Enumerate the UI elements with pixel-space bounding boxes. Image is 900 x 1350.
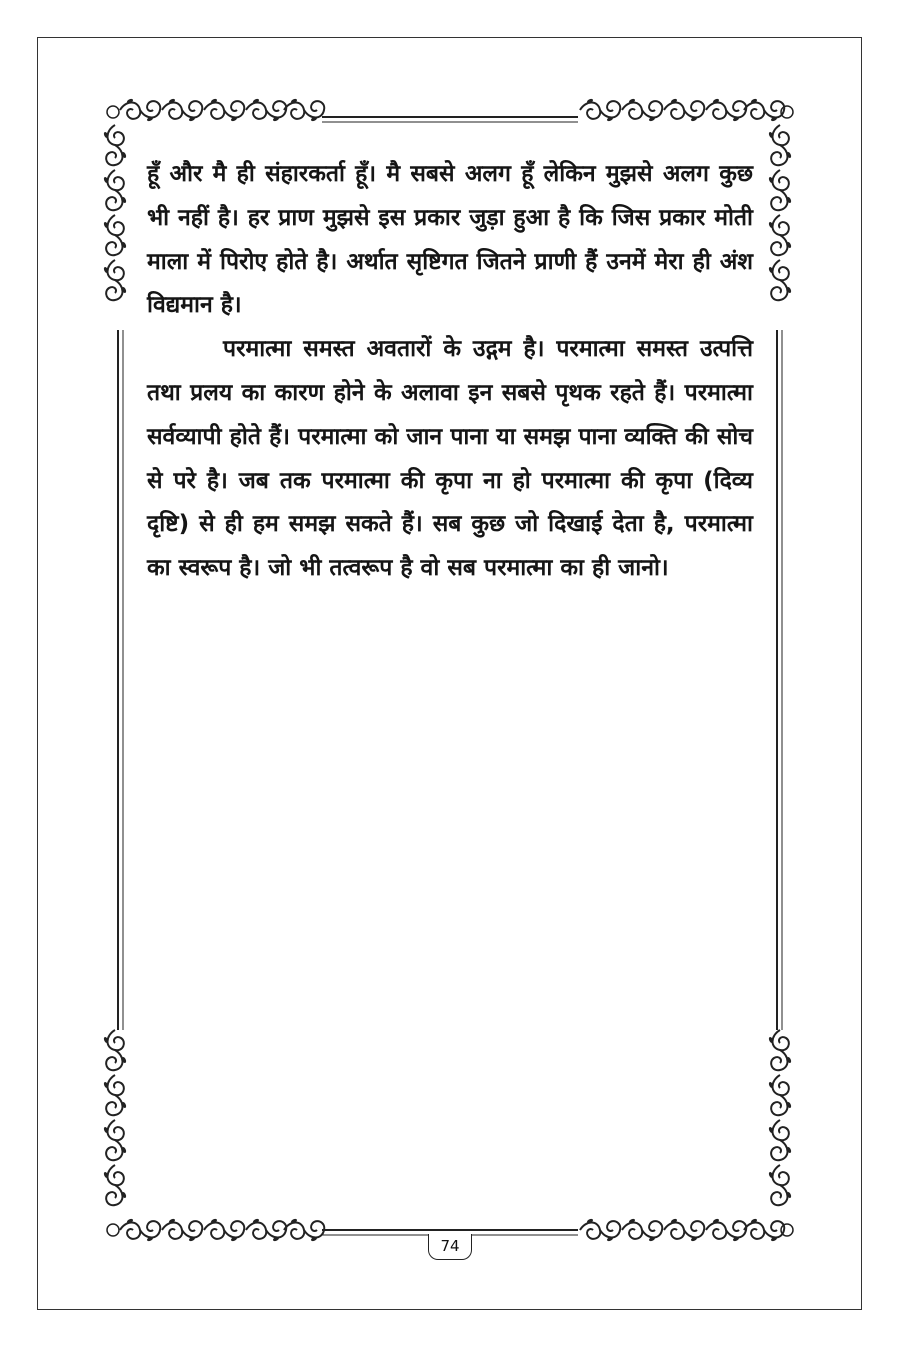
body-text — [147, 153, 753, 591]
paragraph-paramatma: परमात्मा समस्त अवतारों के उद्गम है। परमात्मा समस्त उत्पत्ति तथा प्रलय का कारण होने के अलावा इन सबसे पृथक रहते हैं। परमात्मा सर्वव्यापी होते हैं। परमात्मा को जान पाना या समझ पाना व्यक्ति की सोच से परे है। जब तक परमात्मा की कृपा ना हो परमात्मा की कृपा (दिव्य दृष्टि) से ही हम समझ सकते हैं। सब कुछ जो दिखाई देता है, परमात्मा का स्वरूप है। जो भी तत्वरूप है वो सब परमात्मा का ही जानो। — [147, 336, 753, 582]
top-border-ornament — [120, 98, 784, 122]
left-border-ornament — [103, 125, 127, 1205]
page-number: 74 — [428, 1234, 472, 1260]
right-border-ornament — [768, 125, 792, 1205]
paragraph-continuation: हूँ और मै ही संहारकर्ता हूँ। मै सबसे अलग हूँ लेकिन मुझसे अलग कुछ भी नहीं है। हर प्राण मुझसे इस प्रकार जुड़ा हुआ है कि जिस प्रकार मोती माला में पिरोए होते है। अर्थात सृष्टिगत जितने प्राणी हैं उनमें मेरा ही अंश विद्यमान है। — [147, 161, 753, 319]
